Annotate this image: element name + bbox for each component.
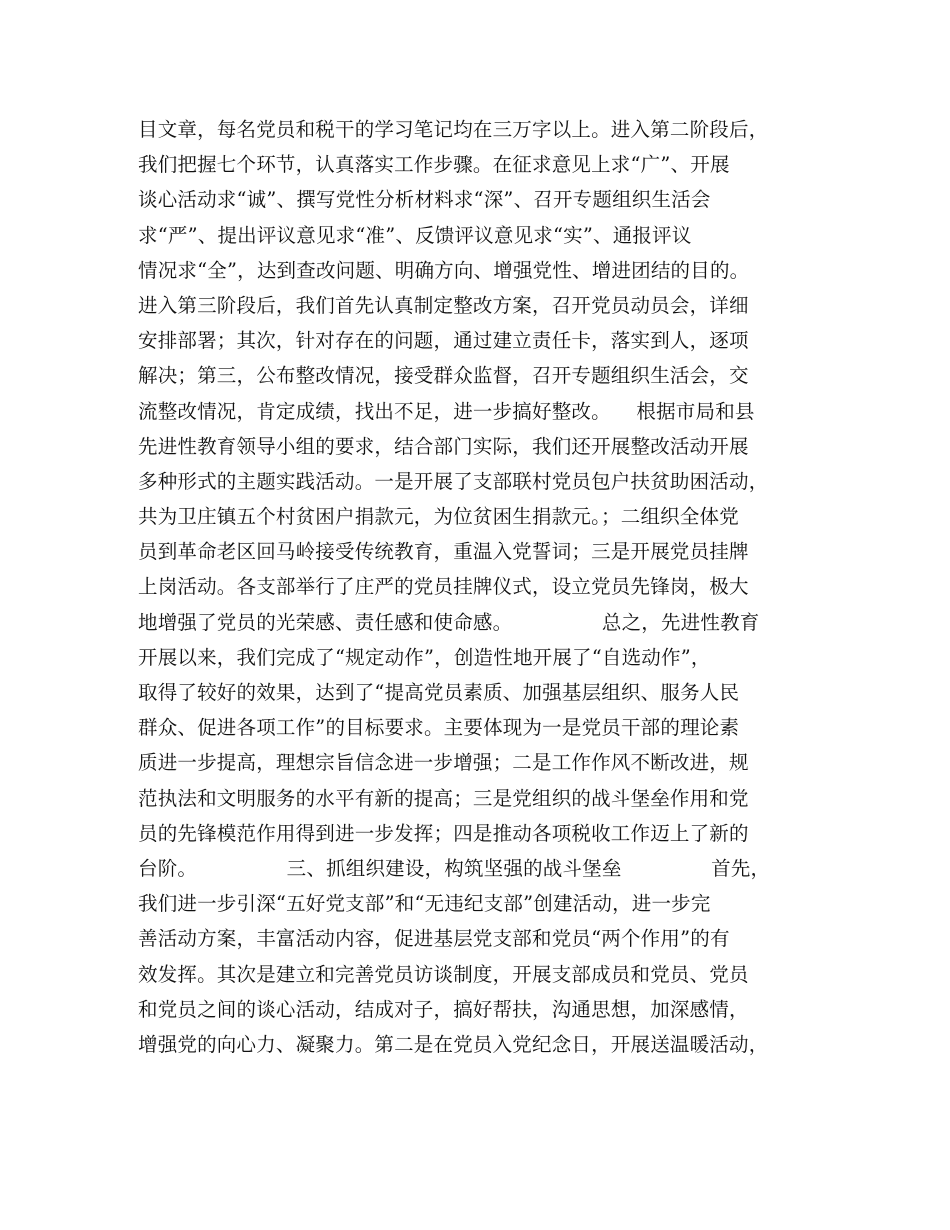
text-line: 目文章，每名党员和税干的学习笔记均在三万字以上。进入第二阶段后， — [138, 118, 769, 141]
text-line: 上岗活动。各支部举行了庄严的党员挂牌仪式，设立党员先锋岗，极大 — [138, 575, 749, 599]
text-line: 情况求“全”，达到查改问题、明确方向、增强党性、增进团结的目的。 — [138, 258, 750, 282]
text-line: 安排部署；其次，针对存在的问题，通过建立责任卡，落实到人，逐项 — [138, 329, 749, 353]
text-line: 共为卫庄镇五个村贫困户捐款元，为位贫困生捐款元。；二组织全体党 — [138, 505, 739, 529]
text-line: 范执法和文明服务的水平有新的提高；三是党组织的战斗堡垒作用和党 — [138, 786, 749, 810]
text-line: 增强党的向心力、凝聚力。第二是在党员入党纪念日，开展送温暖活动， — [138, 1032, 769, 1056]
text-line: 我们进一步引深“五好党支部”和“无违纪支部”创建活动，进一步完 — [138, 892, 711, 916]
text-line: 取得了较好的效果，达到了“提高党员素质、加强基层组织、服务人民 — [138, 681, 740, 704]
text-line: 和党员之间的谈心活动，结成对子，搞好帮扶，沟通思想，加深感情， — [138, 997, 749, 1021]
text-line: 员的先锋模范作用得到进一步发挥；四是推动各项税收工作迈上了新的 — [138, 821, 749, 845]
text-line: 流整改情况，肯定成绩，找出不足，进一步搞好整改。 根据市局和县 — [138, 399, 755, 423]
text-line: 开展以来，我们完成了“规定动作”，创造性地开展了“自选动作”， — [138, 645, 711, 669]
text-line: 台阶。 三、抓组织建设，构筑坚强的战斗堡垒 首先， — [138, 856, 771, 880]
text-line: 多种形式的主题实践活动。一是开展了支部联村党员包户扶贫助困活动， — [138, 469, 769, 493]
text-line: 员到革命老区回马岭接受传统教育，重温入党誓词；三是开展党员挂牌 — [138, 540, 749, 564]
text-line: 质进一步提高，理想宗旨信念进一步增强；二是工作作风不断改进，规 — [138, 751, 749, 775]
text-line: 谈心活动求“诚”、撰写党性分析材料求“深”、召开专题组织生活会 — [138, 188, 711, 212]
body-text — [138, 112, 838, 1062]
text-line: 群众、促进各项工作”的目标要求。主要体现为一是党员干部的理论素 — [138, 716, 740, 740]
text-line: 求“严”、提出评议意见求“准”、反馈评议意见求“实”、通报评议 — [138, 223, 692, 247]
text-line: 先进性教育领导小组的要求，结合部门实际，我们还开展整改活动开展 — [138, 434, 749, 458]
text-line: 善活动方案，丰富活动内容，促进基层党支部和党员“两个作用”的有 — [138, 927, 730, 951]
text-line: 地增强了党员的光荣感、责任感和使命感。 总之，先进性教育 — [138, 610, 760, 634]
text-line: 效发挥。其次是建立和完善党员访谈制度，开展支部成员和党员、党员 — [138, 962, 749, 986]
text-line: 解决；第三，公布整改情况，接受群众监督，召开专题组织生活会，交 — [138, 364, 749, 388]
text-line: 进入第三阶段后，我们首先认真制定整改方案，召开党员动员会，详细 — [138, 293, 749, 317]
text-line: 我们把握七个环节，认真落实工作步骤。在征求意见上求“广”、开展 — [138, 153, 730, 177]
